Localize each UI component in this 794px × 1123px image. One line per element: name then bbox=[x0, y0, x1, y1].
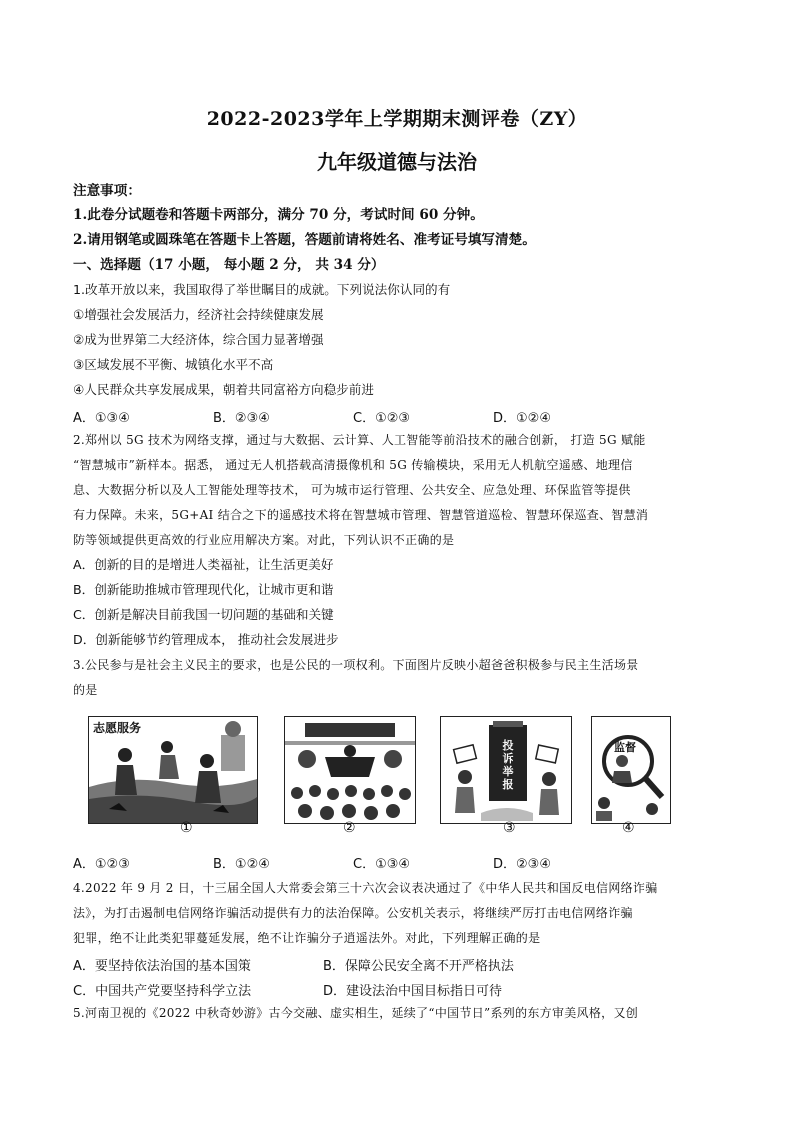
q1-option-b: B．②③④ bbox=[213, 411, 270, 426]
notice-heading: 注意事项： bbox=[73, 183, 141, 199]
magnifier-illustration bbox=[592, 717, 670, 823]
q4-option-c: C．中国共产党要坚持科学立法 bbox=[73, 984, 252, 999]
q5-line-1: 5.河南卫视的《2022 中秋奇妙游》古今交融、虚实相生，延续了“中国节日”系列的东方审美风格，又创 bbox=[73, 1006, 639, 1020]
picture-1-volunteer bbox=[88, 716, 258, 824]
q1-option-a: A．①③④ bbox=[73, 411, 130, 426]
q4-option-a: A．要坚持依法治国的基本国策 bbox=[73, 959, 251, 974]
picture-1-label: ① bbox=[180, 820, 193, 836]
q1-statement-3: ③区域发展不平衡、城镇化水平不高 bbox=[73, 357, 274, 372]
q2-line-1: 2.郑州以 5G 技术为网络支撑，通过与大数据、云计算、人工智能等前沿技术的融合创新， 打造 5G 赋能 bbox=[73, 433, 646, 447]
q3-option-b: B．①②④ bbox=[213, 857, 270, 872]
picture-3-report bbox=[440, 716, 572, 824]
picture-3-caption: 投诉举报 bbox=[502, 739, 514, 791]
q3-line-2: 的是 bbox=[73, 683, 98, 697]
q2-line-4: 有力保障。未来，5G+AI 结合之下的遥感技术将在智慧城市管理、智慧管道巡检、智慧环保巡查、智慧消 bbox=[73, 508, 649, 522]
q1-statement-1: ①增强社会发展活力，经济社会持续健康发展 bbox=[73, 307, 324, 322]
q1-statement-2: ②成为世界第二大经济体，综合国力显著增强 bbox=[73, 332, 324, 347]
picture-3-label: ③ bbox=[503, 820, 516, 836]
q2-line-5: 防等领域提供更高效的行业应用解决方案。对此，下列认识不正确的是 bbox=[73, 533, 455, 547]
picture-1-caption: 志愿服务 bbox=[93, 721, 142, 735]
q2-option-b: B．创新能助推城市管理现代化，让城市更和谐 bbox=[73, 582, 334, 597]
q3-option-a: A．①②③ bbox=[73, 857, 130, 872]
q2-line-2: “智慧城市”新样本。据悉， 通过无人机搭载高清摄像机和 5G 传输模块，采用无人机航空遥感、地理信 bbox=[73, 458, 633, 472]
q3-option-c: C．①③④ bbox=[353, 857, 411, 872]
notice-item-1: 1.此卷分试题卷和答题卡两部分，满分 70 分，考试时间 60 分钟。 bbox=[73, 207, 484, 223]
q4-option-b: B．保障公民安全离不开严格执法 bbox=[323, 959, 514, 974]
picture-2-label: ② bbox=[343, 820, 356, 836]
picture-4-label: ④ bbox=[622, 820, 635, 836]
exam-title: 2022-2023学年上学期期末测评卷（ZY） bbox=[206, 108, 588, 130]
picture-4-supervision bbox=[591, 716, 671, 824]
q2-option-d: D．创新能够节约管理成本， 推动社会发展进步 bbox=[73, 632, 339, 647]
q4-line-2: 法》，为打击遏制电信网络诈骗活动提供有力的法治保障。公安机关表示，将继续严厉打击电信网络诈骗 bbox=[73, 906, 633, 920]
q2-option-c: C．创新是解决目前我国一切问题的基础和关键 bbox=[73, 607, 334, 622]
meeting-illustration bbox=[285, 717, 415, 823]
notice-item-2: 2.请用钢笔或圆珠笔在答题卡上答题，答题前请将姓名、准考证号填写清楚。 bbox=[73, 232, 536, 248]
q4-line-3: 犯罪，绝不让此类犯罪蔓延发展，绝不让诈骗分子逍遥法外。对此，下列理解正确的是 bbox=[73, 931, 541, 945]
q4-option-d: D．建设法治中国目标指日可待 bbox=[323, 984, 503, 999]
q1-option-d: D．①②④ bbox=[493, 411, 551, 426]
section-heading: 一、选择题（17 小题， 每小题 2 分， 共 34 分） bbox=[73, 257, 385, 273]
q3-option-d: D．②③④ bbox=[493, 857, 551, 872]
picture-4-caption: 监督 bbox=[614, 741, 636, 754]
q4-line-1: 4.2022 年 9 月 2 日，十三届全国人大常委会第三十六次会议表决通过了《中华人民共和国反电信网络诈骗 bbox=[73, 881, 658, 895]
exam-subtitle: 九年级道德与法治 bbox=[317, 150, 477, 174]
q1-option-c: C．①②③ bbox=[353, 411, 411, 426]
q3-line-1: 3.公民参与是社会主义民主的要求，也是公民的一项权利。下面图片反映小超爸爸积极参与民主生活场景 bbox=[73, 658, 639, 672]
picture-2-meeting bbox=[284, 716, 416, 824]
q1-stem: 1.改革开放以来，我国取得了举世瞩目的成就。下列说法你认同的有 bbox=[73, 282, 451, 297]
q2-option-a: A．创新的目的是增进人类福祉，让生活更美好 bbox=[73, 557, 334, 572]
q1-statement-4: ④人民群众共享发展成果，朝着共同富裕方向稳步前进 bbox=[73, 382, 374, 397]
q2-line-3: 息、大数据分析以及人工智能处理等技术， 可为城市运行管理、公共安全、应急处理、环保监管等提供 bbox=[73, 483, 631, 497]
